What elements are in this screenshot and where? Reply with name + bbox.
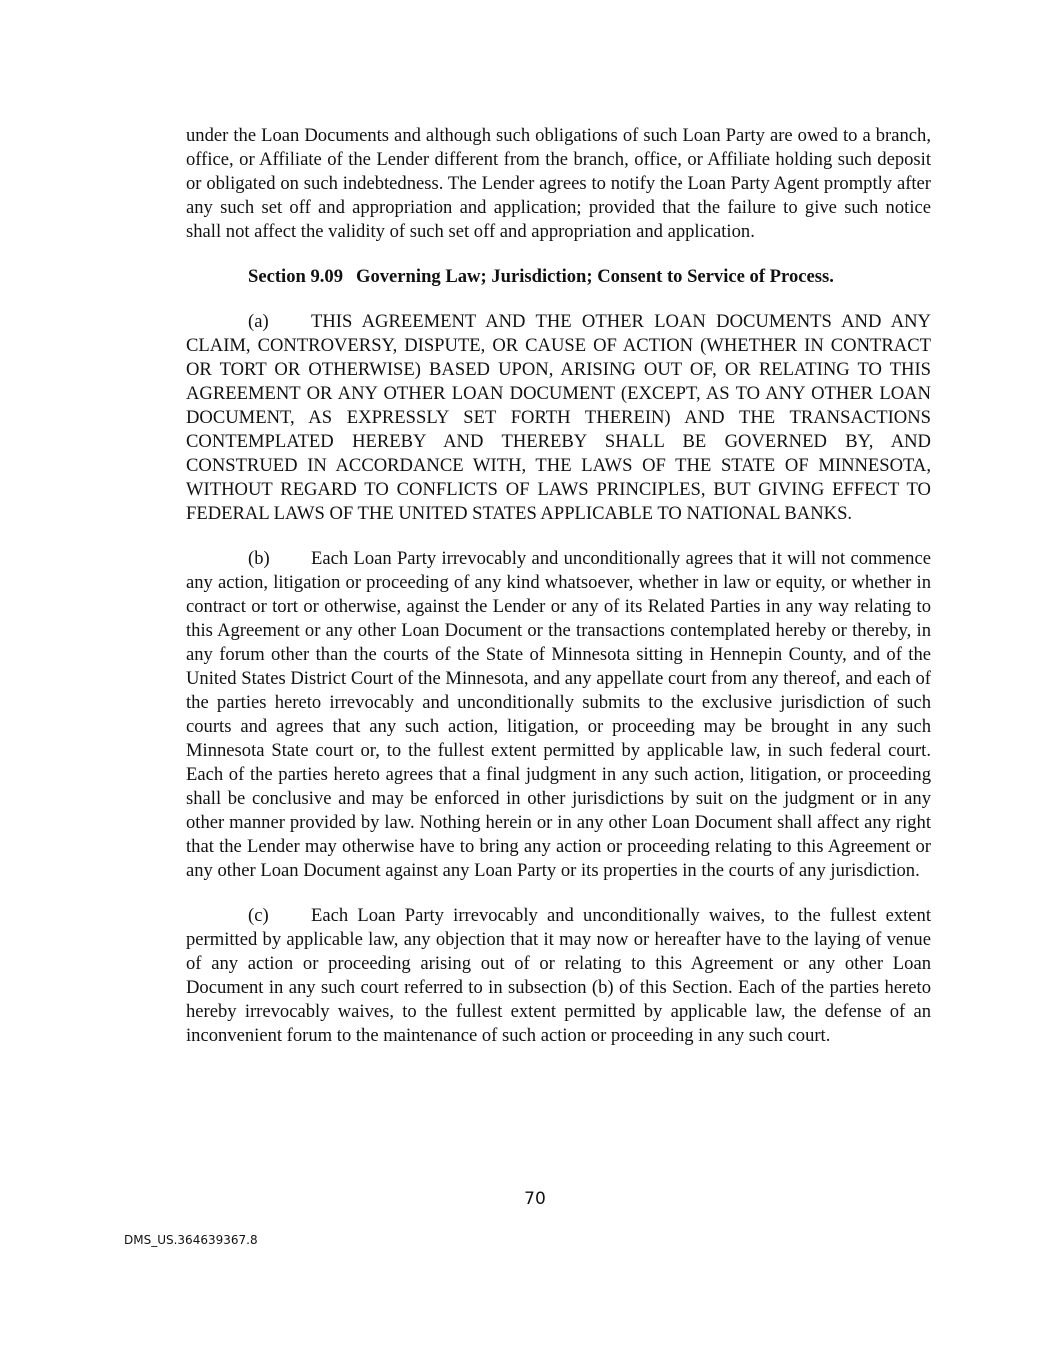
subsection-b [186, 547, 931, 883]
subsection-a [186, 310, 931, 526]
section-heading [186, 265, 931, 289]
subsection-text: THIS AGREEMENT AND THE OTHER LOAN DOCUMENTS AND ANY CLAIM, CONTROVERSY, DISPUTE, OR CAUSE OF ACTION (WHETHER IN CONTRACT OR TORT OR OTHERWISE) BASED UPON, ARISING OUT OF, OR RELATING TO THIS AGREEMENT OR ANY OTHER LOAN DOCUMENT (EXCEPT, AS TO ANY OTHER LOAN DOCUMENT, AS EXPRESSLY SET FORTH THEREIN) AND THE TRANSACTIONS CONTEMPLATED HEREBY AND THEREBY SHALL BE GOVERNED BY, AND CONSTRUED IN ACCORDANCE WITH, THE LAWS OF THE STATE OF MINNESOTA, WITHOUT REGARD TO CONFLICTS OF LAWS PRINCIPLES, BUT GIVING EFFECT TO FEDERAL LAWS OF THE UNITED STATES APPLICABLE TO NATIONAL BANKS. [186, 311, 931, 524]
section-title: Governing Law; Jurisdiction; Consent to Service of Process. [356, 266, 834, 287]
subsection-c [186, 904, 931, 1048]
page-number: 70 [524, 1189, 546, 1209]
subsection-text: Each Loan Party irrevocably and unconditionally waives, to the fullest extent permitted by applicable law, any objection that it may now or hereafter have to the laying of venue of any action or proceeding arising out of or relating to this Agreement or any other Loan Document in any such court referred to in subsection (b) of this Section. Each of the parties hereto hereby irrevocably waives, to the fullest extent permitted by applicable law, the defense of an inconvenient forum to the maintenance of such action or proceeding in any such court. [186, 905, 931, 1046]
subsection-label: (a) [248, 311, 269, 332]
intro-paragraph: under the Loan Documents and although such obligations of such Loan Party are owed to a branch, office, or Affiliate of the Lender different from the branch, office, or Affiliate holding such deposit or obligated on such indebtedness. The Lender agrees to notify the Loan Party Agent promptly after any such set off and appropriation and application; provided that the failure to give such notice shall not affect the validity of such set off and appropriation and application. [186, 125, 931, 242]
document-id: DMS_US.364639367.8 [124, 1233, 258, 1247]
subsection-label: (b) [248, 548, 270, 569]
section-number: Section 9.09 [248, 266, 344, 287]
subsection-label: (c) [248, 905, 269, 926]
document-body [186, 124, 931, 1048]
subsection-text: Each Loan Party irrevocably and unconditionally agrees that it will not commence any action, litigation or proceeding of any kind whatsoever, whether in law or equity, or whether in contract or tort or otherwise, against the Lender or any of its Related Parties in any way relating to this Agreement or any other Loan Document or the transactions contemplated hereby or thereby, in any forum other than the courts of the State of Minnesota sitting in Hennepin County, and of the United States District Court of the Minnesota, and any appellate court from any thereof, and each of the parties hereto irrevocably and unconditionally submits to the exclusive jurisdiction of such courts and agrees that any such action, litigation, or proceeding may be brought in any such Minnesota State court or, to the fullest extent permitted by applicable law, in such federal court. Each of the parties hereto agrees that a final judgment in any such action, litigation, or proceeding shall be conclusive and may be enforced in other jurisdictions by suit on the judgment or in any other manner provided by law. Nothing herein or in any other Loan Document shall affect any right that the Lender may otherwise have to bring any action or proceeding relating to this Agreement or any other Loan Document against any Loan Party or its properties in the courts of any jurisdiction. [186, 548, 931, 881]
